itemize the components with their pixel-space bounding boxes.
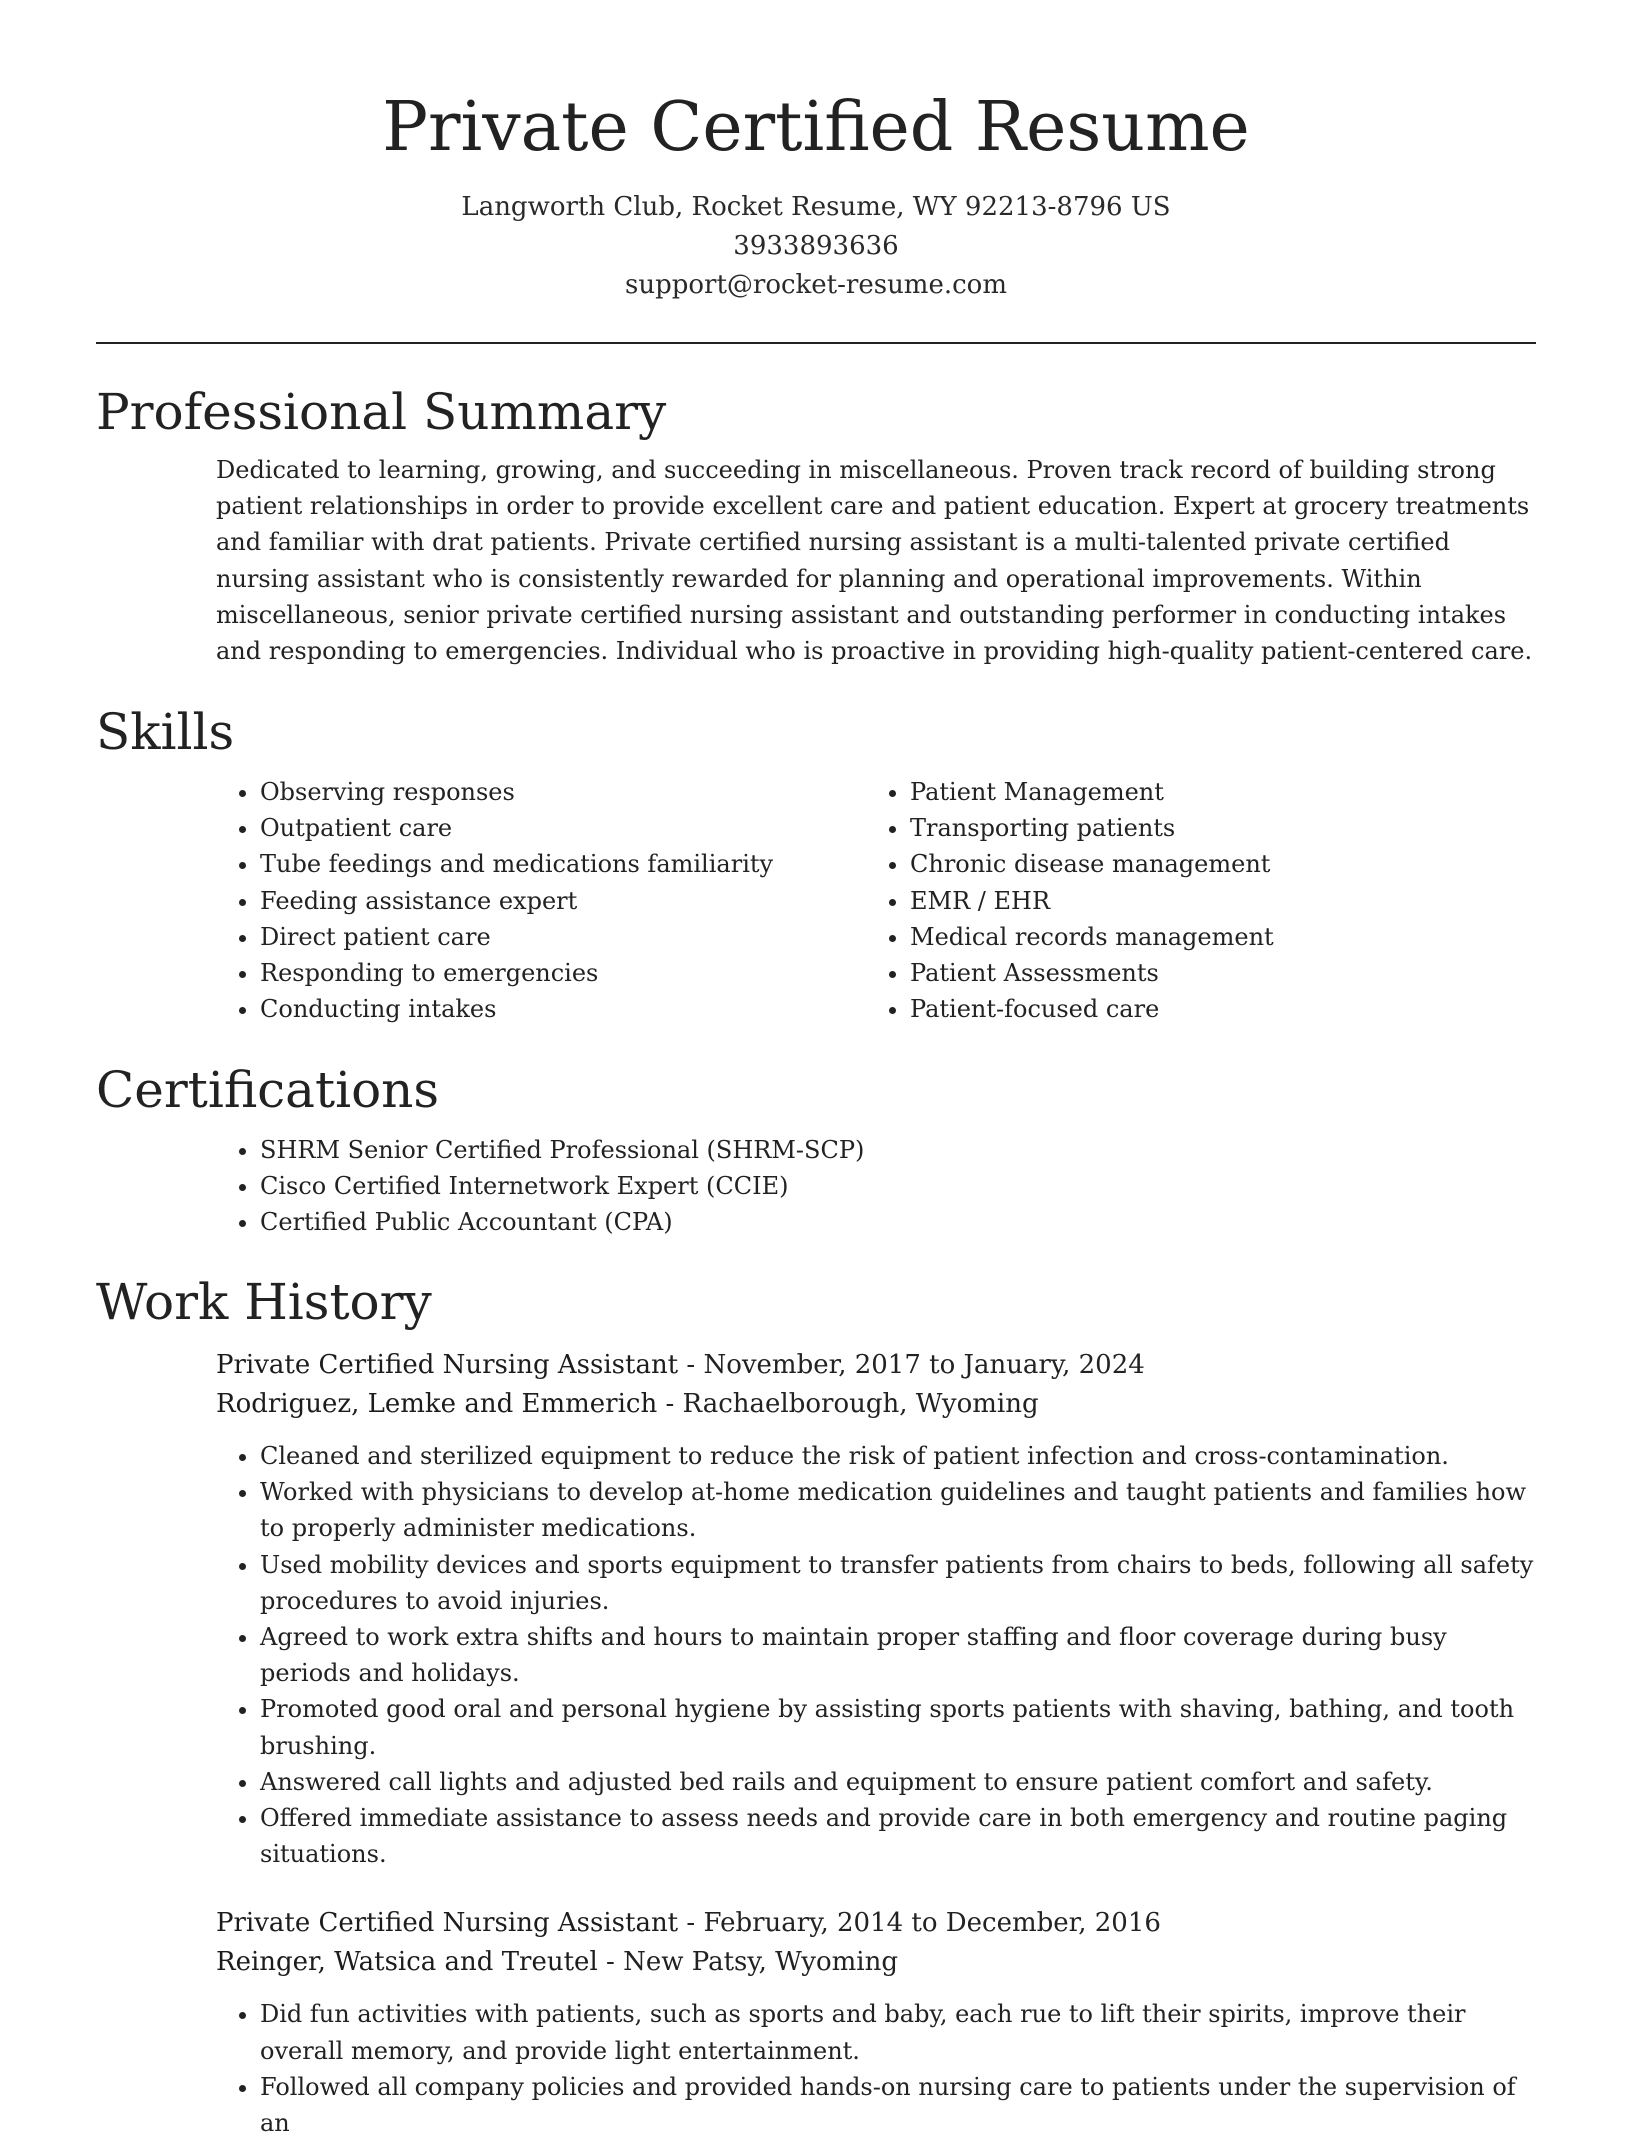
responsibility-item: • Did fun activities with patients, such as sports and baby, each rue to lift their spirits, improve their overall memory, and provide light entertainment.	[260, 1996, 1536, 2068]
certification-item: • Cisco Certified Internetwork Expert (CCIE)	[260, 1168, 1536, 1204]
header-divider	[96, 342, 1536, 344]
certification-item: • Certified Public Accountant (CPA)	[260, 1204, 1536, 1240]
skill-item: • Feeding assistance expert	[260, 883, 866, 919]
skills-body	[216, 774, 1536, 1027]
job-location: - Rachaelborough, Wyoming	[657, 1389, 1039, 1419]
skill-item: • Observing responses	[260, 774, 866, 810]
job-company: Rodriguez, Lemke and Emmerich	[216, 1389, 658, 1419]
skills-title: Skills	[96, 703, 235, 761]
skill-item: • Patient Assessments	[910, 955, 1516, 991]
job-responsibilities	[216, 1438, 1536, 1872]
contact-email: support@rocket-resume.com	[624, 270, 1007, 300]
job-dates: - February, 2014 to December, 2016	[678, 1908, 1161, 1939]
responsibility-item: • Cleaned and sterilized equipment to reduce the risk of patient infection and cross-contamination.	[260, 1438, 1536, 1474]
job-company: Reinger, Watsica and Treutel	[216, 1947, 598, 1978]
summary-body	[216, 452, 1536, 669]
job-heading	[216, 1346, 1536, 1385]
contact-phone: 3933893636	[733, 231, 899, 261]
certifications-list	[216, 1132, 1536, 1241]
skill-item: • Direct patient care	[260, 919, 866, 955]
skills-list-right	[866, 774, 1516, 1027]
skills-section	[96, 702, 1536, 1027]
certification-item: • SHRM Senior Certified Professional (SHRM-SCP)	[260, 1132, 1536, 1168]
work-history-body	[216, 1346, 1536, 2141]
responsibility-item: • Followed all company policies and provided hands-on nursing care to patients under the supervision of an	[260, 2069, 1536, 2141]
contact-info	[0, 188, 1632, 305]
resume-header	[0, 0, 1632, 305]
responsibility-item: • Offered immediate assistance to assess needs and provide care in both emergency and routine paging situations.	[260, 1800, 1536, 1872]
skill-item: • Patient-focused care	[910, 991, 1516, 1027]
skill-item: • Outpatient care	[260, 810, 866, 846]
skills-columns	[216, 774, 1536, 1027]
skill-item: • Conducting intakes	[260, 991, 866, 1027]
job-title: Private Certified Nursing Assistant	[216, 1908, 679, 1939]
certifications-body	[216, 1132, 1536, 1241]
responsibility-item: • Worked with physicians to develop at-home medication guidelines and taught patients and families how to properly administer medications.	[260, 1474, 1536, 1546]
responsibility-item: • Agreed to work extra shifts and hours to maintain proper staffing and floor coverage during busy periods and holidays.	[260, 1619, 1536, 1691]
work-history-section	[96, 1272, 1536, 2141]
resume-name: Private Certified Resume	[382, 88, 1250, 167]
responsibility-item: • Promoted good oral and personal hygiene by assisting sports patients with shaving, bathing, and tooth brushing.	[260, 1691, 1536, 1763]
job-location: - New Patsy, Wyoming	[597, 1947, 898, 1978]
certifications-section	[96, 1060, 1536, 1241]
work-history-title: Work History	[96, 1273, 432, 1331]
job-entry	[216, 1346, 1536, 1872]
job-entry	[216, 1904, 1536, 2141]
skills-list-left	[216, 774, 866, 1027]
skill-item: • Patient Management	[910, 774, 1516, 810]
contact-address: Langworth Club, Rocket Resume, WY 92213-8796 US	[461, 192, 1171, 222]
skill-item: • Tube feedings and medications familiarity	[260, 846, 866, 882]
skill-item: • Responding to emergencies	[260, 955, 866, 991]
summary-section	[96, 382, 1536, 669]
certifications-title: Certifications	[96, 1061, 440, 1119]
job-responsibilities	[216, 1996, 1536, 2141]
skill-item: • Chronic disease management	[910, 846, 1516, 882]
responsibility-item: • Answered call lights and adjusted bed rails and equipment to ensure patient comfort and safety.	[260, 1764, 1536, 1800]
skills-column-left	[216, 774, 866, 1027]
skill-item: • Medical records management	[910, 919, 1516, 955]
responsibility-item: • Used mobility devices and sports equipment to transfer patients from chairs to beds, following all safety procedures to avoid injuries.	[260, 1547, 1536, 1619]
skills-column-right	[866, 774, 1516, 1027]
skill-item: • EMR / EHR	[910, 883, 1516, 919]
job-title: Private Certified Nursing Assistant	[216, 1350, 679, 1380]
job-dates: - November, 2017 to January, 2024	[678, 1350, 1145, 1380]
job-heading	[216, 1904, 1536, 1943]
summary-title: Professional Summary	[96, 383, 667, 441]
skill-item: • Transporting patients	[910, 810, 1516, 846]
summary-text: Dedicated to learning, growing, and succeeding in miscellaneous. Proven track record of building strong patient relationships in order to provide excellent care and patient education. Expert at grocery treatments and familiar with drat patients. Private certified nursing assistant is a multi-talented private certified nursing assistant who is consistently rewarded for planning and operational improvements. Within miscellaneous, senior private certified nursing assistant and outstanding performer in conducting intakes and responding to emergencies. Individual who is proactive in providing high-quality patient-centered care.	[216, 456, 1533, 666]
job-employer	[216, 1385, 1536, 1424]
job-employer	[216, 1943, 1536, 1982]
